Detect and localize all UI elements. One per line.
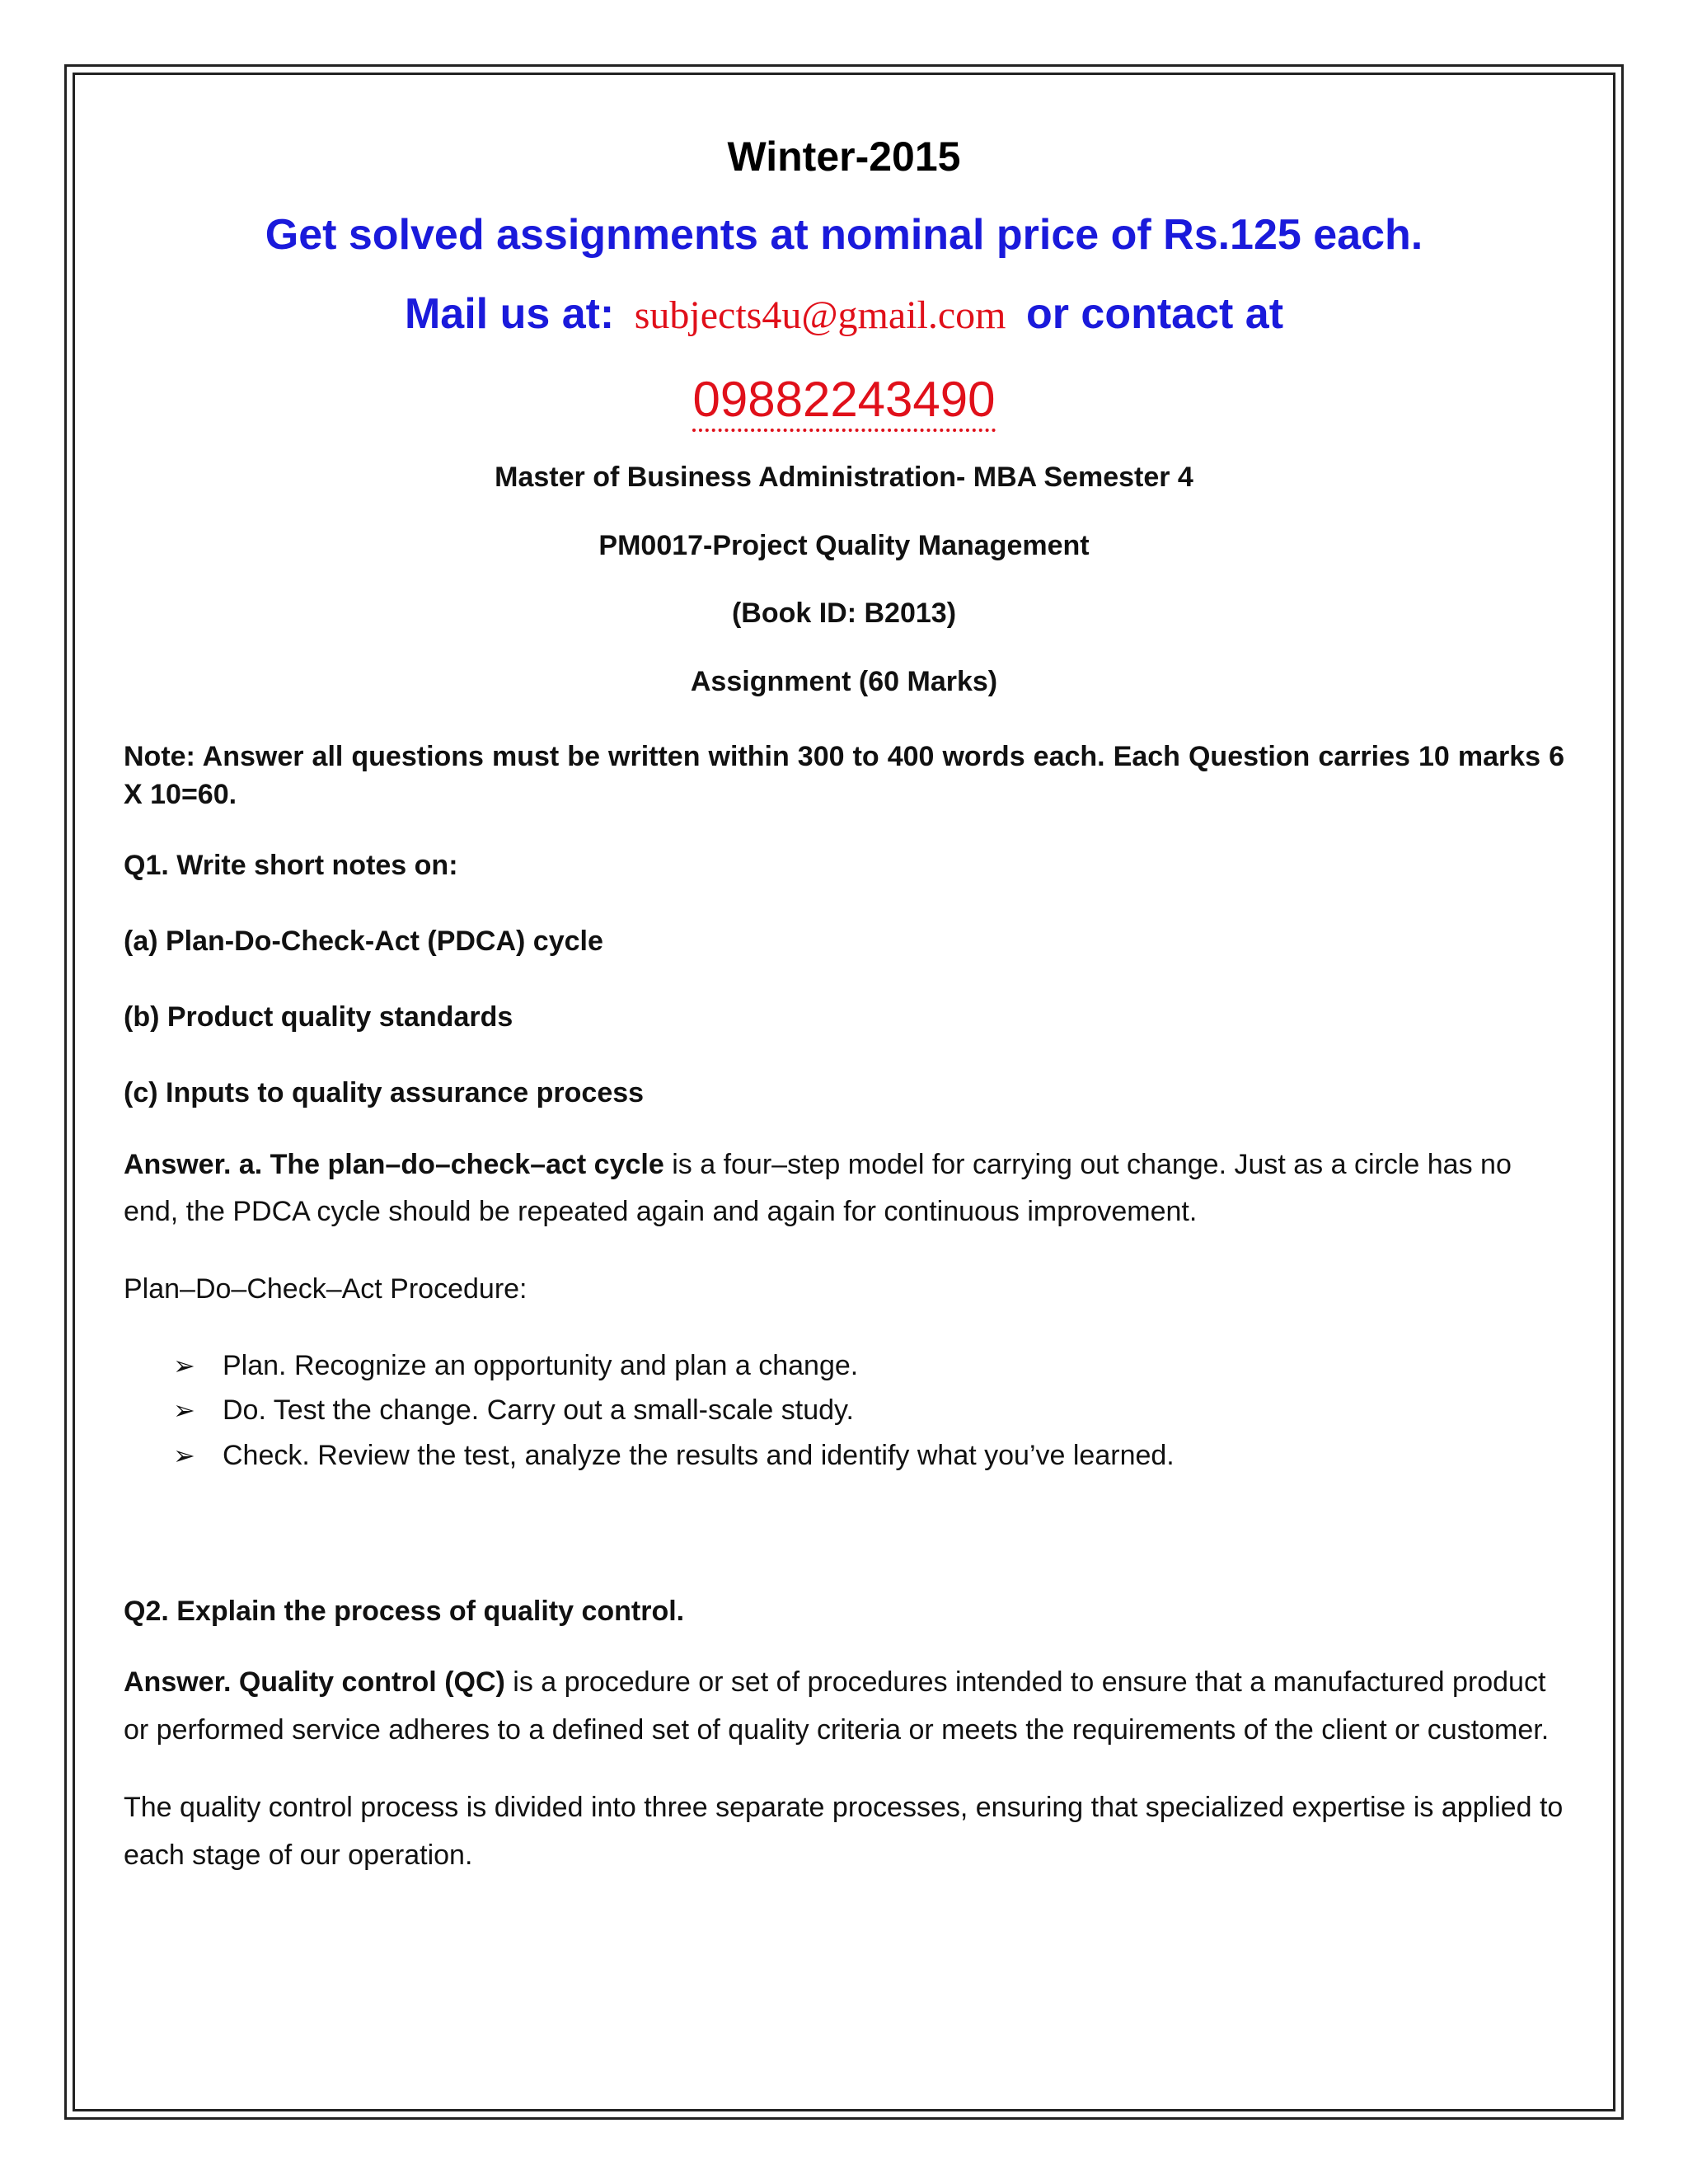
list-item — [173, 1343, 1564, 1388]
mail-suffix: or contact at — [1025, 290, 1284, 339]
question-1-part-a: (a) Plan-Do-Check-Act (PDCA) cycle — [124, 925, 603, 957]
phone-number[interactable]: 09882243490 — [692, 372, 995, 432]
program-name: Master of Business Administration- MBA Semester 4 — [495, 461, 1193, 493]
question-1-part-c: (c) Inputs to quality assurance process — [124, 1077, 645, 1109]
list-item — [173, 1388, 1564, 1432]
mail-prefix: Mail us at: — [404, 290, 615, 339]
procedure-heading: Plan–Do–Check–Act Procedure: — [124, 1273, 528, 1305]
assignment-marks: Assignment (60 Marks) — [690, 666, 998, 698]
question-1: Q1. Write short notes on: — [124, 849, 458, 881]
phone-line — [124, 370, 1564, 429]
arrowhead-bullet-icon: ➢ — [173, 1440, 195, 1470]
arrowhead-bullet-icon: ➢ — [173, 1350, 195, 1380]
list-item-text: Plan. Recognize an opportunity and plan a change. — [223, 1349, 859, 1381]
promo-line: Get solved assignments at nominal price of Rs.125 each. — [265, 211, 1423, 259]
subject-name: PM0017-Project Quality Management — [598, 529, 1090, 561]
arrowhead-bullet-icon: ➢ — [173, 1395, 195, 1426]
document-body — [124, 132, 1564, 1909]
answer-2-paragraph-2: The quality control process is divided into three separate processes, ensuring that specialized expertise is applied to each stage of our operation. — [124, 1791, 1564, 1871]
answer-1-paragraph — [124, 1141, 1564, 1237]
question-1-part-b: (b) Product quality standards — [124, 1001, 513, 1033]
instructions-note: Note: Answer all questions must be written within 300 to 400 words each. Each Question carries 10 marks 6 X 10=60. — [124, 740, 1564, 810]
email-link[interactable]: subjects4u@gmail.com — [634, 293, 1006, 338]
question-2: Q2. Explain the process of quality control. — [124, 1596, 685, 1628]
answer-1-text: is a four–step model for carrying out change. Just as a circle has no end, the PDCA cycle should be repeated again and again for continuous improvement. — [124, 1148, 1512, 1228]
page-title: Winter-2015 — [727, 134, 961, 180]
answer-2-lead: Answer. Quality control (QC) — [124, 1666, 505, 1699]
list-item-text: Do. Test the change. Carry out a small-scale study. — [223, 1394, 854, 1427]
book-id: (Book ID: B2013) — [731, 598, 957, 630]
list-item-text: Check. Review the test, analyze the results and identify what you’ve learned. — [223, 1439, 1175, 1471]
contact-line — [124, 288, 1564, 340]
answer-2-paragraph — [124, 1659, 1564, 1755]
answer-2-text: is a procedure or set of procedures intended to ensure that a manufactured product or performed service adheres to a defined set of quality criteria or meets the requirements of the client or customer. — [124, 1666, 1550, 1746]
answer-1-lead: Answer. a. The plan–do–check–act cycle — [124, 1148, 664, 1180]
procedure-list — [124, 1343, 1564, 1478]
list-item — [173, 1433, 1564, 1478]
